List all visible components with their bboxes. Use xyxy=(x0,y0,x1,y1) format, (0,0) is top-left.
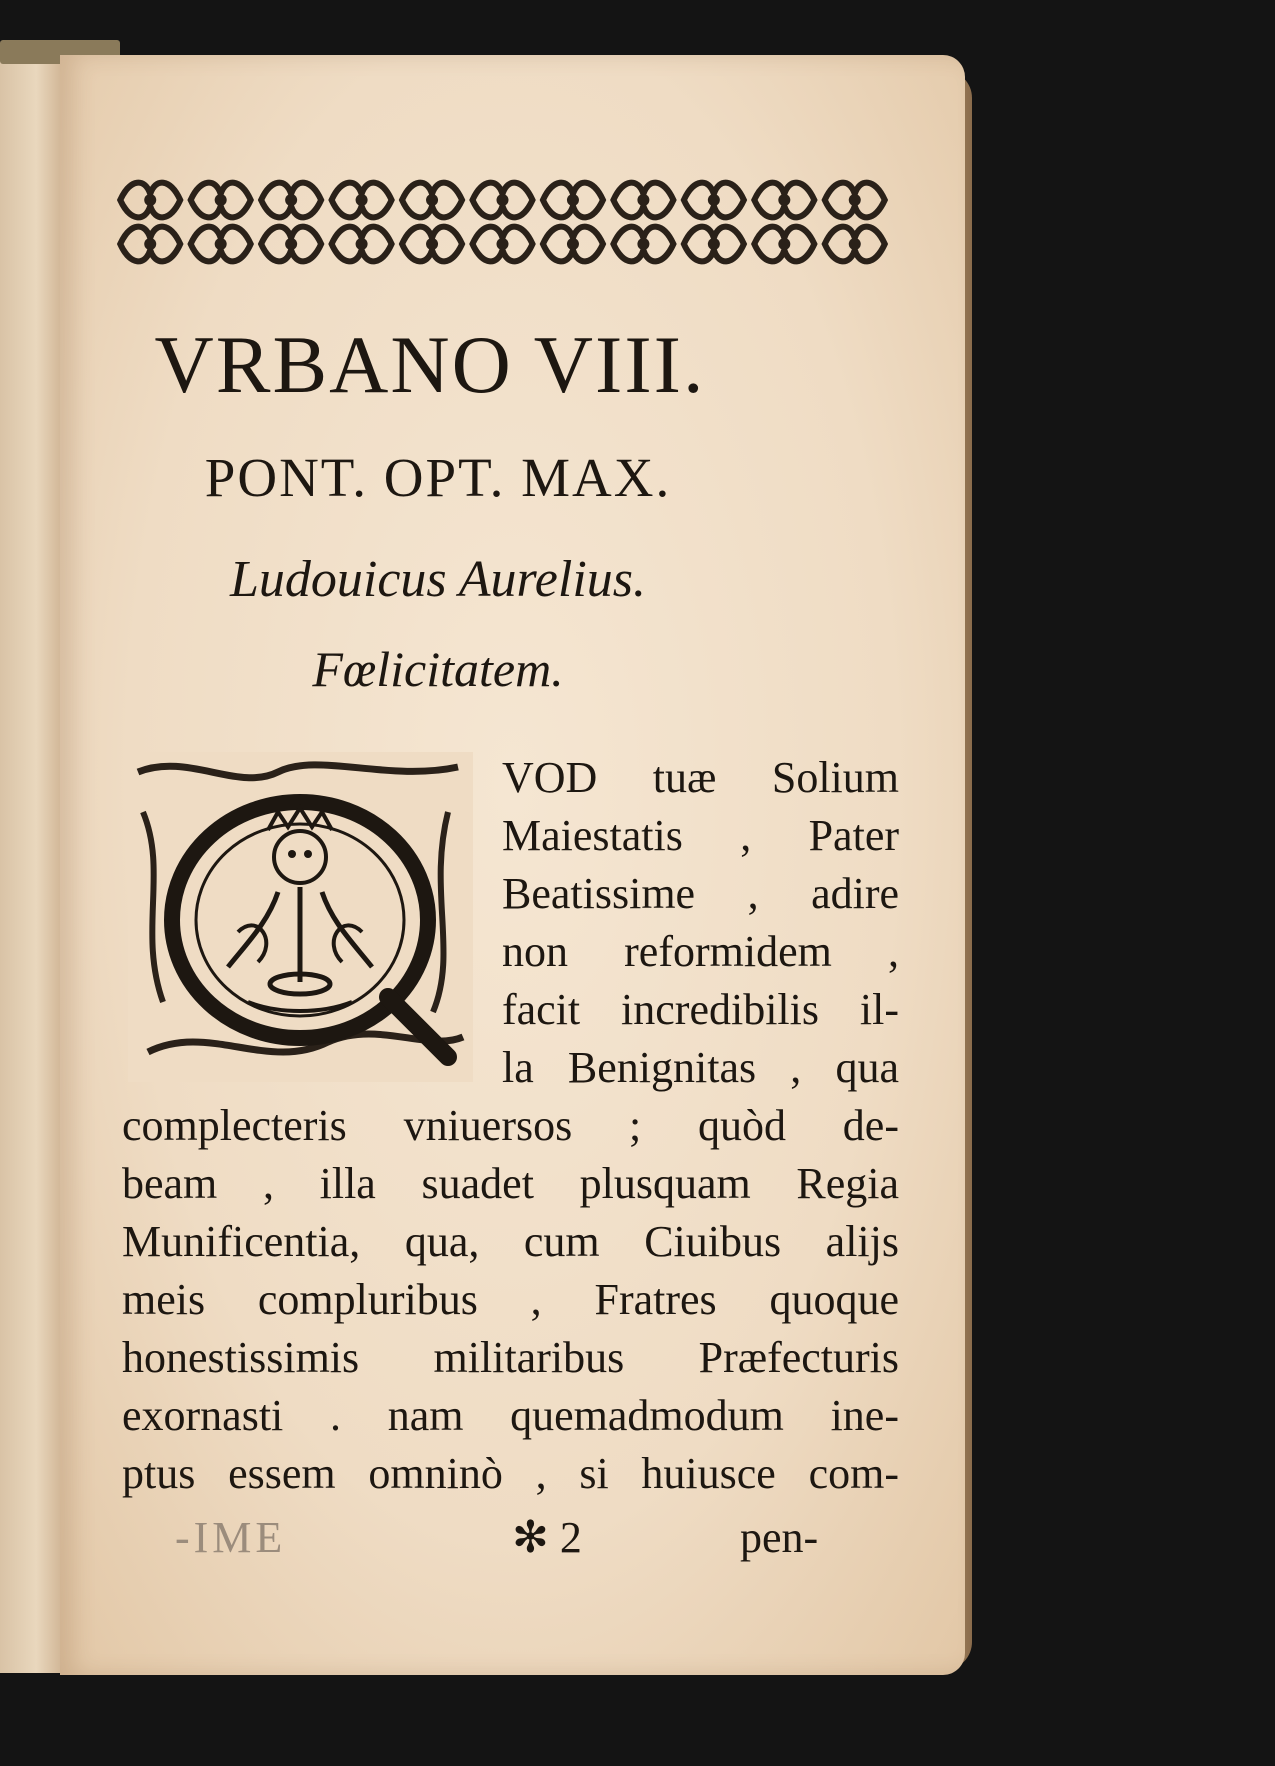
fleuron-dot xyxy=(849,194,861,206)
fleuron-dot xyxy=(778,238,790,250)
body-line: non reformidem , xyxy=(502,927,899,976)
fleuron-dot xyxy=(567,238,579,250)
body-line: Munificentia, qua, cum Ciuibus alijs xyxy=(122,1217,899,1266)
author-name: Ludouicus Aurelius. xyxy=(229,551,647,608)
salutation: Fœlicitatem. xyxy=(312,641,564,697)
fleuron-dot xyxy=(708,194,720,206)
fleuron-dot xyxy=(849,238,861,250)
decorated-initial xyxy=(128,752,473,1082)
fleuron-dot xyxy=(285,194,297,206)
fleuron-dot xyxy=(144,238,156,250)
book-left-edge xyxy=(0,48,66,1673)
catchword: pen- xyxy=(740,1513,819,1562)
body-line: complecteris vniuersos ; quòd de- xyxy=(122,1101,899,1150)
dedicatee-name: VRBANO VIII. xyxy=(154,319,706,410)
fleuron-dot xyxy=(708,238,720,250)
body-line: facit incredibilis il- xyxy=(502,985,899,1034)
fleuron-dot xyxy=(144,194,156,206)
fleuron-dot xyxy=(356,194,368,206)
fleuron-dot xyxy=(567,194,579,206)
fleuron-dot xyxy=(215,238,227,250)
body-line: beam , illa suadet plusquam Regia xyxy=(122,1159,899,1208)
body-line: Maiestatis , Pater xyxy=(502,811,899,860)
fleuron-dot xyxy=(497,238,509,250)
signature-mark: ✻ 2 xyxy=(512,1513,582,1562)
body-line: Beatissime , adire xyxy=(502,869,899,918)
body-line: ptus essem omninò , si huiusce com- xyxy=(122,1449,899,1498)
dedicatee-title: PONT. OPT. MAX. xyxy=(204,447,672,508)
fleuron-dot xyxy=(497,194,509,206)
fleuron-dot xyxy=(426,238,438,250)
body-line: meis compluribus , Fratres quoque xyxy=(122,1275,899,1324)
fleuron-dot xyxy=(426,194,438,206)
fleuron-dot xyxy=(215,194,227,206)
fleuron-dot xyxy=(637,238,649,250)
body-line: honestissimis militaribus Præfecturis xyxy=(122,1333,899,1382)
fleuron-dot xyxy=(637,194,649,206)
body-line: la Benignitas , qua xyxy=(502,1043,899,1092)
fleuron-dot xyxy=(356,238,368,250)
body-line: exornasti . nam quemadmodum ine- xyxy=(122,1391,899,1440)
fleuron-dot xyxy=(778,194,790,206)
show-through-text: -IME xyxy=(175,1513,287,1562)
fleuron-dot xyxy=(285,238,297,250)
body-line: VOD tuæ Solium xyxy=(502,753,899,802)
header-ornament xyxy=(115,172,890,272)
